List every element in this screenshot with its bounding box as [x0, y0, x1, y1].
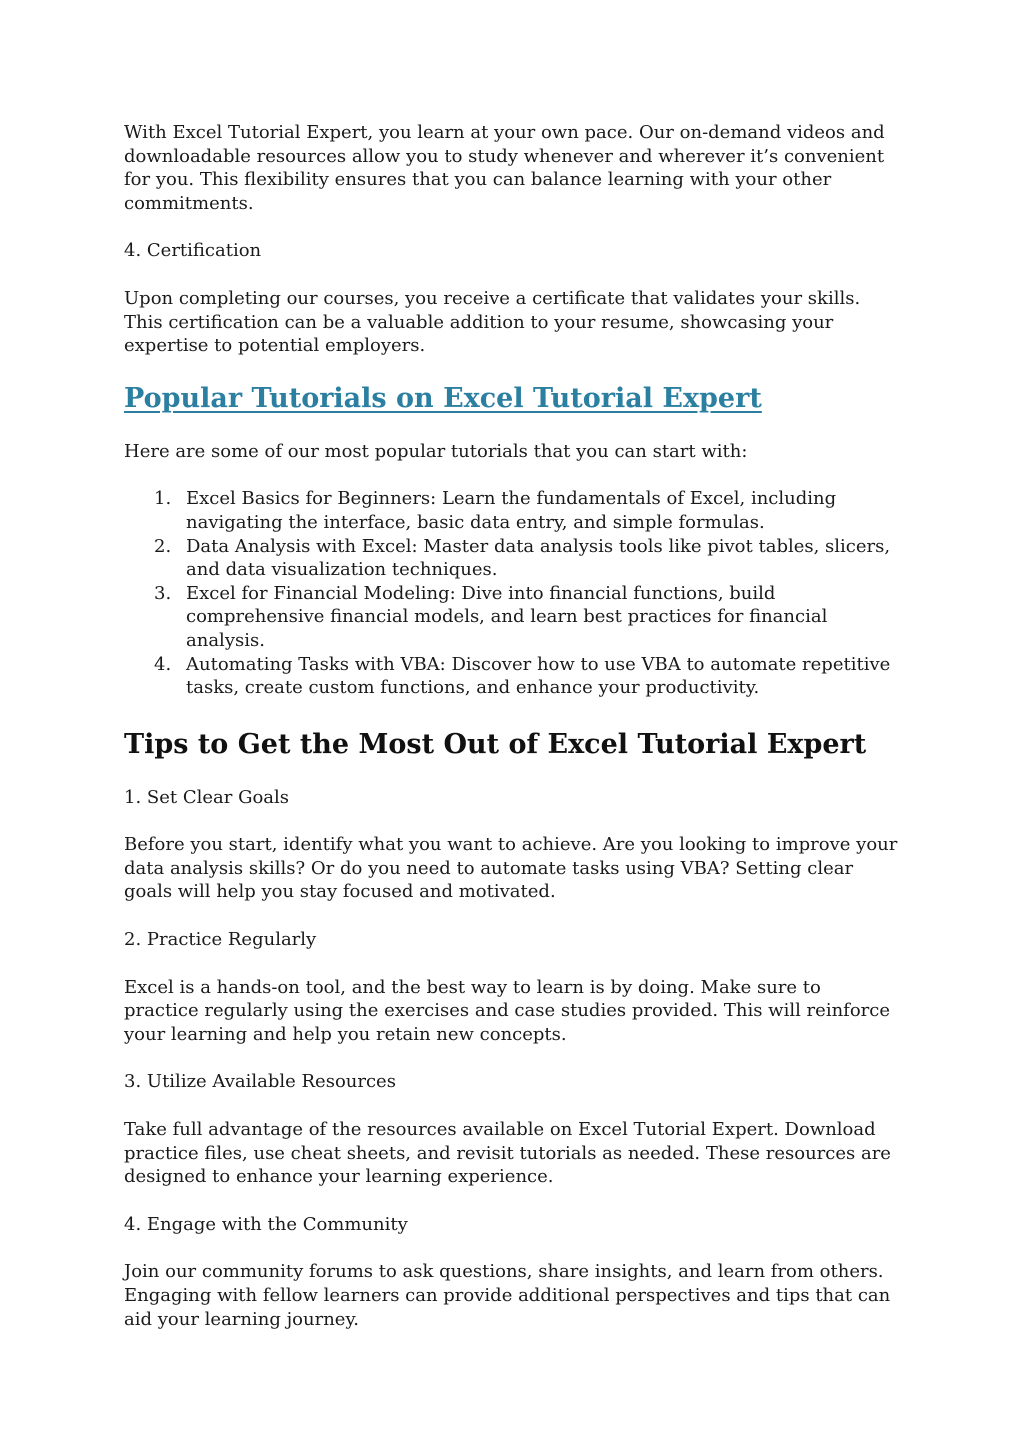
tip-text: Take full advantage of the resources available on Excel Tutorial Expert. Download practice files, use cheat sheets, and revisit tutorials as needed. These resources are designed to enhance your learning experience. — [124, 1119, 891, 1188]
certification-heading: 4. Certification — [124, 240, 262, 262]
tip-title: 1. Set Clear Goals — [124, 786, 290, 808]
list-item-text: Excel for Financial Modeling: Dive into financial functions, build comprehensive financial models, and learn best practices for financial analysis. — [186, 582, 828, 651]
tip-text: Before you start, identify what you want to achieve. Are you looking to improve your data analysis skills? Or do you need to automate tasks using VBA? Setting clear goals will help you stay focused and motivated. — [124, 834, 898, 903]
tip-title: 3. Utilize Available Resources — [124, 1071, 396, 1093]
list-item-number: 2. — [154, 535, 172, 557]
list-item-text: Automating Tasks with VBA: Discover how to use VBA to automate repetitive tasks, create custom functions, and enhance your productivity. — [186, 653, 891, 699]
tip-title: 4. Engage with the Community — [124, 1213, 408, 1235]
tip-title: 2. Practice Regularly — [124, 929, 317, 951]
tip-text: Join our community forums to ask questions, share insights, and learn from others. Engaging with fellow learners can provide additional perspectives and tips that can aid your learning journey. — [124, 1261, 891, 1330]
list-item — [124, 582, 899, 653]
popular-tutorials-heading-link[interactable]: Popular Tutorials on Excel Tutorial Expert — [124, 382, 762, 414]
list-item — [124, 653, 899, 700]
popular-tutorials-intro: Here are some of our most popular tutorials that you can start with: — [124, 440, 748, 462]
list-item-number: 3. — [154, 582, 172, 604]
list-item-text: Data Analysis with Excel: Master data analysis tools like pivot tables, slicers, and data visualization techniques. — [186, 535, 891, 581]
list-item-number: 1. — [154, 488, 172, 510]
list-item — [124, 487, 899, 534]
list-item — [124, 535, 899, 582]
list-item-text: Excel Basics for Beginners: Learn the fundamentals of Excel, including navigating the interface, basic data entry, and simple formulas. — [186, 488, 837, 533]
tip-text: Excel is a hands-on tool, and the best way to learn is by doing. Make sure to practice regularly using the exercises and case studies provided. This will reinforce your learning and help you retain new concepts. — [124, 976, 891, 1045]
intro-paragraph: With Excel Tutorial Expert, you learn at your own pace. Our on-demand videos and downloadable resources allow you to study whenever and wherever it’s convenient for you. This flexibility ensures that you can balance learning with your other commitments. — [124, 122, 885, 214]
document-page — [124, 121, 899, 1331]
certification-paragraph: Upon completing our courses, you receive a certificate that validates your skills. This certification can be a valuable addition to your resume, showcasing your expertise to potential employers. — [124, 287, 861, 357]
tips-heading: Tips to Get the Most Out of Excel Tutorial Expert — [124, 728, 867, 760]
popular-tutorials-list — [124, 487, 899, 699]
list-item-number: 4. — [154, 653, 172, 675]
